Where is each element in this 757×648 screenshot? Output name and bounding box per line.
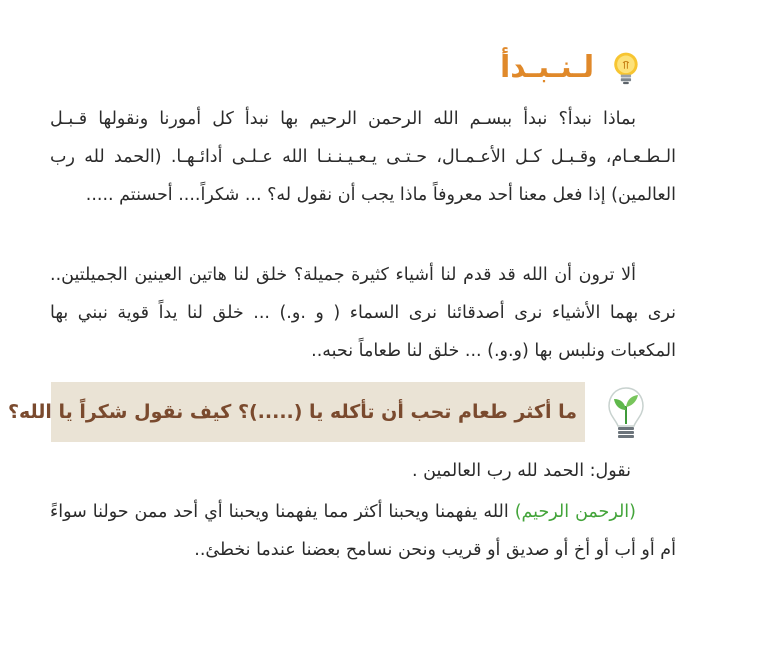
lightbulb-icon xyxy=(612,45,640,91)
section-header xyxy=(500,44,640,92)
answer-line: نقول: الحمد لله رب العالمين . xyxy=(412,461,631,481)
section-title: لـنـبـدأ xyxy=(500,50,595,85)
paragraph-mercy: (الرحمن الرحيم) الله يفهمنا ويحبنا أكثر مما يفهمنا ويحبنا أي أحد ممن حولنا سواءً أم أو أب أو أخ أو صديق أو قريب ونحن نسامح بعضنا عندما نخطئ.. xyxy=(50,502,676,560)
question-text: ما أكثر طعام تحب أن تأكله يا (.....)؟ كيف نقول شكراً يا الله؟ xyxy=(7,401,577,423)
highlighted-phrase: (الرحمن الرحيم) xyxy=(514,502,636,522)
paragraph-intro: بماذا نبدأ؟ نبدأ ببسـم الله الرحمن الرحيم بها نبدأ كل أمورنا ونقولها قـبـل الـطـعـام، وقـبـل كـل الأعـمـال، حـتـى يـعـيـنـنـا الله عـلـى أدائـهـا. (الحمد لله رب العالمين) إذا فعل معنا أحد معروفاً ماذا يجب أن نقول له؟ ... شكراً.... أحسنتم ..... xyxy=(50,109,676,205)
question-box xyxy=(7,382,585,442)
plant-bulb-icon xyxy=(606,384,646,442)
paragraph-blessings: ألا ترون أن الله قد قدم لنا أشياء كثيرة جميلة؟ خلق لنا هاتين العينين الجميلتين.. نرى بهما الأشياء نرى أصدقائنا نرى السماء ( و .و.) ... خلق لنا يداً قوية نبني بها المكعبات ونلبس بها (و.و.) ... خلق لنا طعاماً نحبه.. xyxy=(50,265,676,361)
